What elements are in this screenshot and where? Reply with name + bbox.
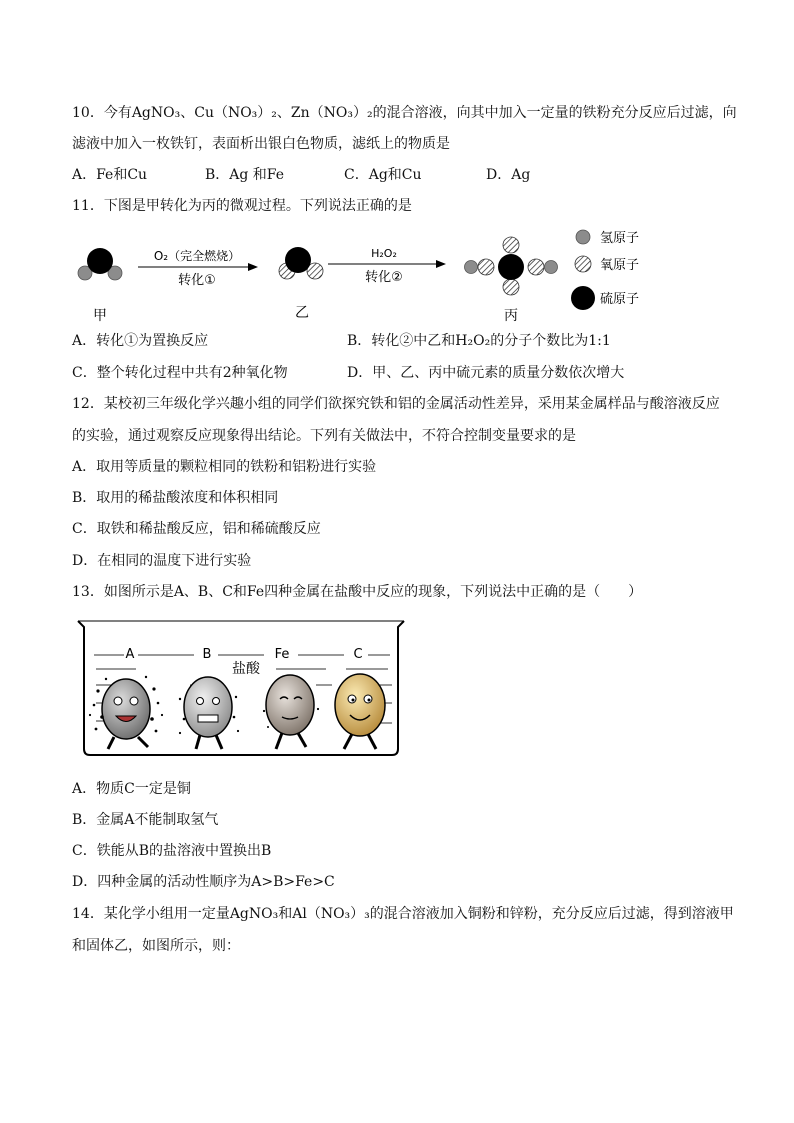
q14-line2: 和固体乙，如图所示，则： bbox=[72, 938, 240, 954]
q11-option-b: B．转化②中乙和H₂O₂的分子个数比为1:1 bbox=[347, 333, 611, 349]
q12-option-b: B．取用的稀盐酸浓度和体积相同 bbox=[72, 490, 279, 506]
q12-line1: 12．某校初三年级化学兴趣小组的同学们欲探究铁和铝的金属活动性差异，采用某金属样品与酸溶液反应 bbox=[72, 396, 720, 412]
q11-option-d: D．甲、乙、丙中硫元素的质量分数依次增大 bbox=[347, 365, 625, 381]
metal-fe-character bbox=[263, 675, 319, 749]
q12-option-a: A．取用等质量的颗粒相同的铁粉和铝粉进行实验 bbox=[72, 459, 377, 475]
metal-label-b: B bbox=[202, 647, 212, 662]
label-jia: 甲 bbox=[93, 308, 107, 324]
arrow2-top-label: H₂O₂ bbox=[371, 247, 397, 260]
q12-option-d: D．在相同的温度下进行实验 bbox=[72, 553, 252, 569]
legend-oxygen-label: 氧原子 bbox=[600, 258, 640, 273]
legend-sulfur-label: 硫原子 bbox=[600, 292, 640, 307]
metal-b-character bbox=[179, 677, 239, 749]
q13-option-b: B．金属A不能制取氢气 bbox=[72, 812, 219, 828]
q12-option-c: C．取铁和稀盐酸反应，铝和稀硫酸反应 bbox=[72, 521, 321, 537]
label-bing: 丙 bbox=[504, 308, 518, 324]
q10-line2: 滤液中加入一枚铁钉，表面析出银白色物质，滤纸上的物质是 bbox=[72, 136, 450, 152]
q12-line2: 的实验，通过观察反应现象得出结论。下列有关做法中，不符合控制变量要求的是 bbox=[72, 428, 576, 444]
arrow1-top-label: O₂（完全燃烧） bbox=[153, 249, 241, 263]
q11-molecule-diagram bbox=[60, 225, 660, 325]
legend-hydrogen-label: 氢原子 bbox=[600, 231, 640, 246]
q10-option-a: A．Fe和Cu bbox=[72, 167, 148, 183]
q10-option-b: B．Ag 和Fe bbox=[205, 167, 285, 183]
q10-line1: 10．今有AgNO₃、Cu（NO₃）₂、Zn（NO₃）₂的混合溶液，向其中加入一定量的铁粉充分反应后过滤，向 bbox=[72, 105, 737, 121]
liquid-label: 盐酸 bbox=[232, 661, 260, 677]
q10-option-c: C．Ag和Cu bbox=[344, 167, 422, 183]
q13-option-d: D．四种金属的活动性顺序为A>B>Fe>C bbox=[72, 874, 335, 890]
q10-options bbox=[72, 166, 722, 184]
q11-stem: 11．下图是甲转化为丙的微观过程。下列说法正确的是 bbox=[72, 198, 412, 214]
molecule-bing bbox=[465, 237, 558, 295]
legend-sulfur-swatch bbox=[571, 286, 595, 310]
q13-beaker-figure bbox=[76, 619, 406, 759]
legend-hydrogen-swatch bbox=[576, 230, 590, 244]
q11-option-c: C．整个转化过程中共有2种氧化物 bbox=[72, 365, 288, 381]
arrow2-bottom-label: 转化② bbox=[365, 270, 403, 285]
q14-line1: 14．某化学小组用一定量AgNO₃和Al（NO₃）₃的混合溶液加入铜粉和锌粉，充分反应后过滤，得到溶液甲 bbox=[72, 906, 734, 922]
q13-option-c: C．铁能从B的盐溶液中置换出B bbox=[72, 843, 272, 859]
q11-option-a: A．转化①为置换反应 bbox=[72, 333, 209, 349]
q13-stem: 13．如图所示是A、B、C和Fe四种金属在盐酸中反应的现象，下列说法中正确的是（ ） bbox=[72, 584, 643, 600]
legend bbox=[571, 230, 639, 310]
label-yi: 乙 bbox=[295, 305, 309, 321]
metal-c-character bbox=[335, 674, 385, 749]
legend-oxygen-swatch bbox=[575, 256, 591, 272]
metal-label-c: C bbox=[353, 647, 363, 662]
arrow1-bottom-label: 转化① bbox=[178, 273, 216, 288]
metal-label-fe: Fe bbox=[274, 647, 290, 662]
metal-a-character bbox=[89, 676, 163, 749]
q13-option-a: A．物质C一定是铜 bbox=[72, 781, 191, 797]
molecule-jia bbox=[78, 248, 122, 280]
metal-label-a: A bbox=[125, 647, 135, 662]
molecule-yi bbox=[279, 247, 323, 279]
q10-option-d: D．Ag bbox=[486, 167, 531, 183]
